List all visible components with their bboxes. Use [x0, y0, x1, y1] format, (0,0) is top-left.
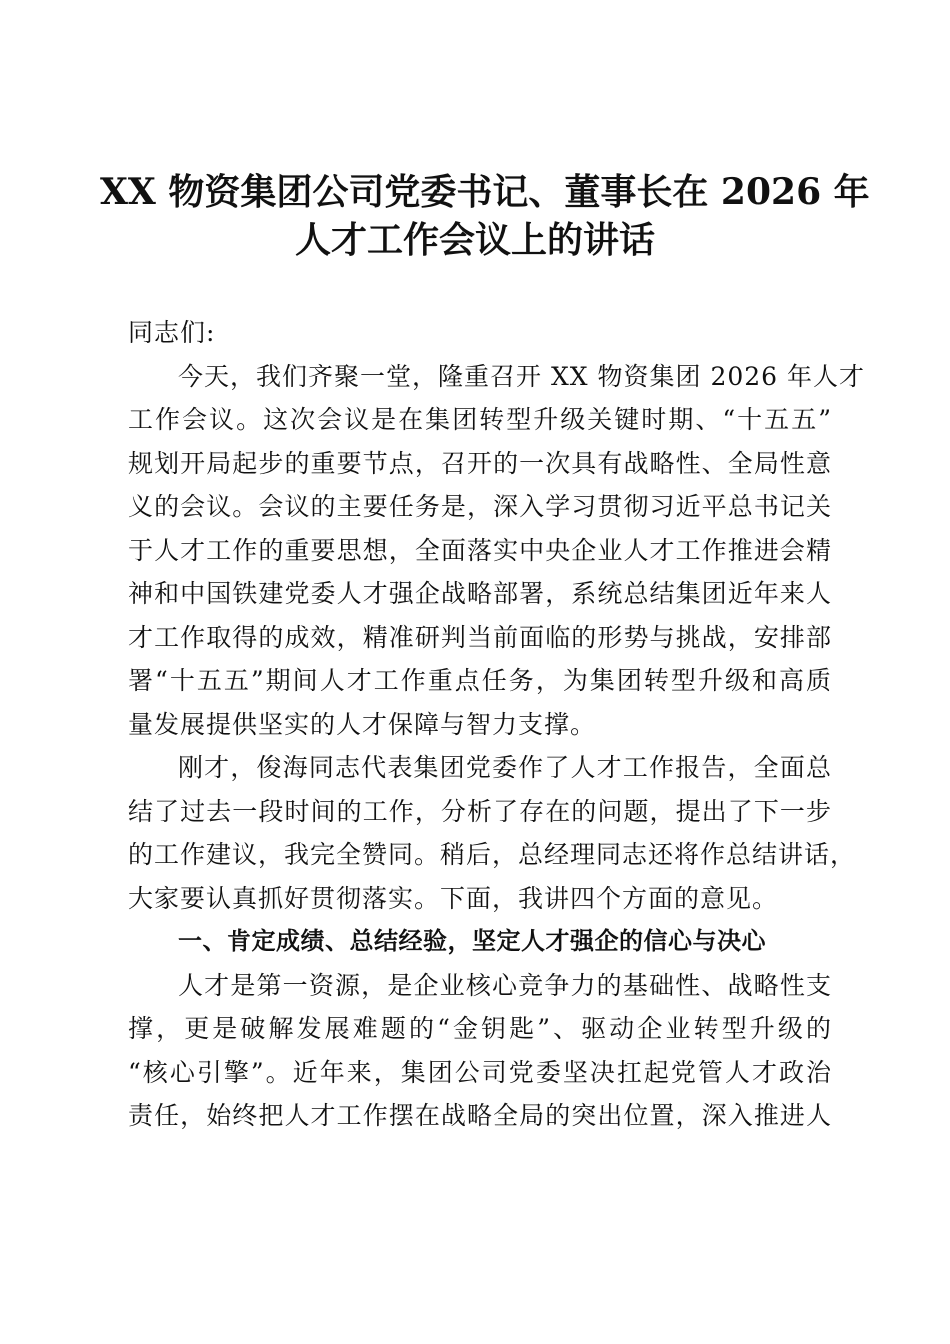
paragraph-line: 刚才，俊海同志代表集团党委作了人才工作报告，全面总	[178, 753, 832, 782]
paragraph-line: 工作会议。这次会议是在集团转型升级关键时期、“十五五”	[128, 405, 832, 434]
document-title	[100, 168, 870, 264]
greeting: 同志们:	[128, 318, 216, 347]
paragraph-line: 规划开局起步的重要节点，召开的一次具有战略性、全局性意	[128, 448, 832, 478]
title-line-1: XX 物资集团公司党委书记、董事长在 2026 年	[100, 171, 870, 213]
paragraph-line: 责任，始终把人才工作摆在战略全局的突出位置，深入推进人	[128, 1101, 832, 1130]
title-line-2: 人才工作会议上的讲话	[294, 219, 655, 261]
paragraph-line: 今天，我们齐聚一堂，隆重召开 XX 物资集团 2026 年人才	[178, 361, 866, 391]
paragraph-line: “核心引擎”。近年来，集团公司党委坚决扛起党管人才政治	[128, 1057, 832, 1087]
paragraph-line: 义的会议。会议的主要任务是，深入学习贯彻习近平总书记关	[128, 492, 832, 521]
paragraph-line: 神和中国铁建党委人才强企战略部署，系统总结集团近年来人	[128, 579, 832, 608]
section-heading: 一、肯定成绩、总结经验，坚定人才强企的信心与决心	[178, 927, 766, 955]
document-body	[128, 311, 866, 1138]
paragraph-line: 量发展提供坚实的人才保障与智力支撑。	[128, 709, 597, 739]
paragraph-line: 人才是第一资源，是企业核心竞争力的基础性、战略性支	[178, 970, 832, 1000]
paragraph-line: 于人才工作的重要思想，全面落实中央企业人才工作推进会精	[128, 535, 832, 565]
paragraph-line: 撑，更是破解发展难题的“金钥匙”、驱动企业转型升级的	[128, 1014, 832, 1043]
paragraph-line: 署“十五五”期间人才工作重点任务，为集团转型升级和高质	[128, 666, 832, 695]
paragraph-line: 大家要认真抓好贯彻落实。下面，我讲四个方面的意见。	[128, 883, 779, 913]
paragraph-line: 的工作建议，我完全赞同。稍后，总经理同志还将作总结讲话，	[128, 840, 857, 869]
paragraph-line: 才工作取得的成效，精准研判当前面临的形势与挑战，安排部	[128, 622, 832, 652]
paragraph-line: 结了过去一段时间的工作，分析了存在的问题，提出了下一步	[128, 796, 832, 826]
